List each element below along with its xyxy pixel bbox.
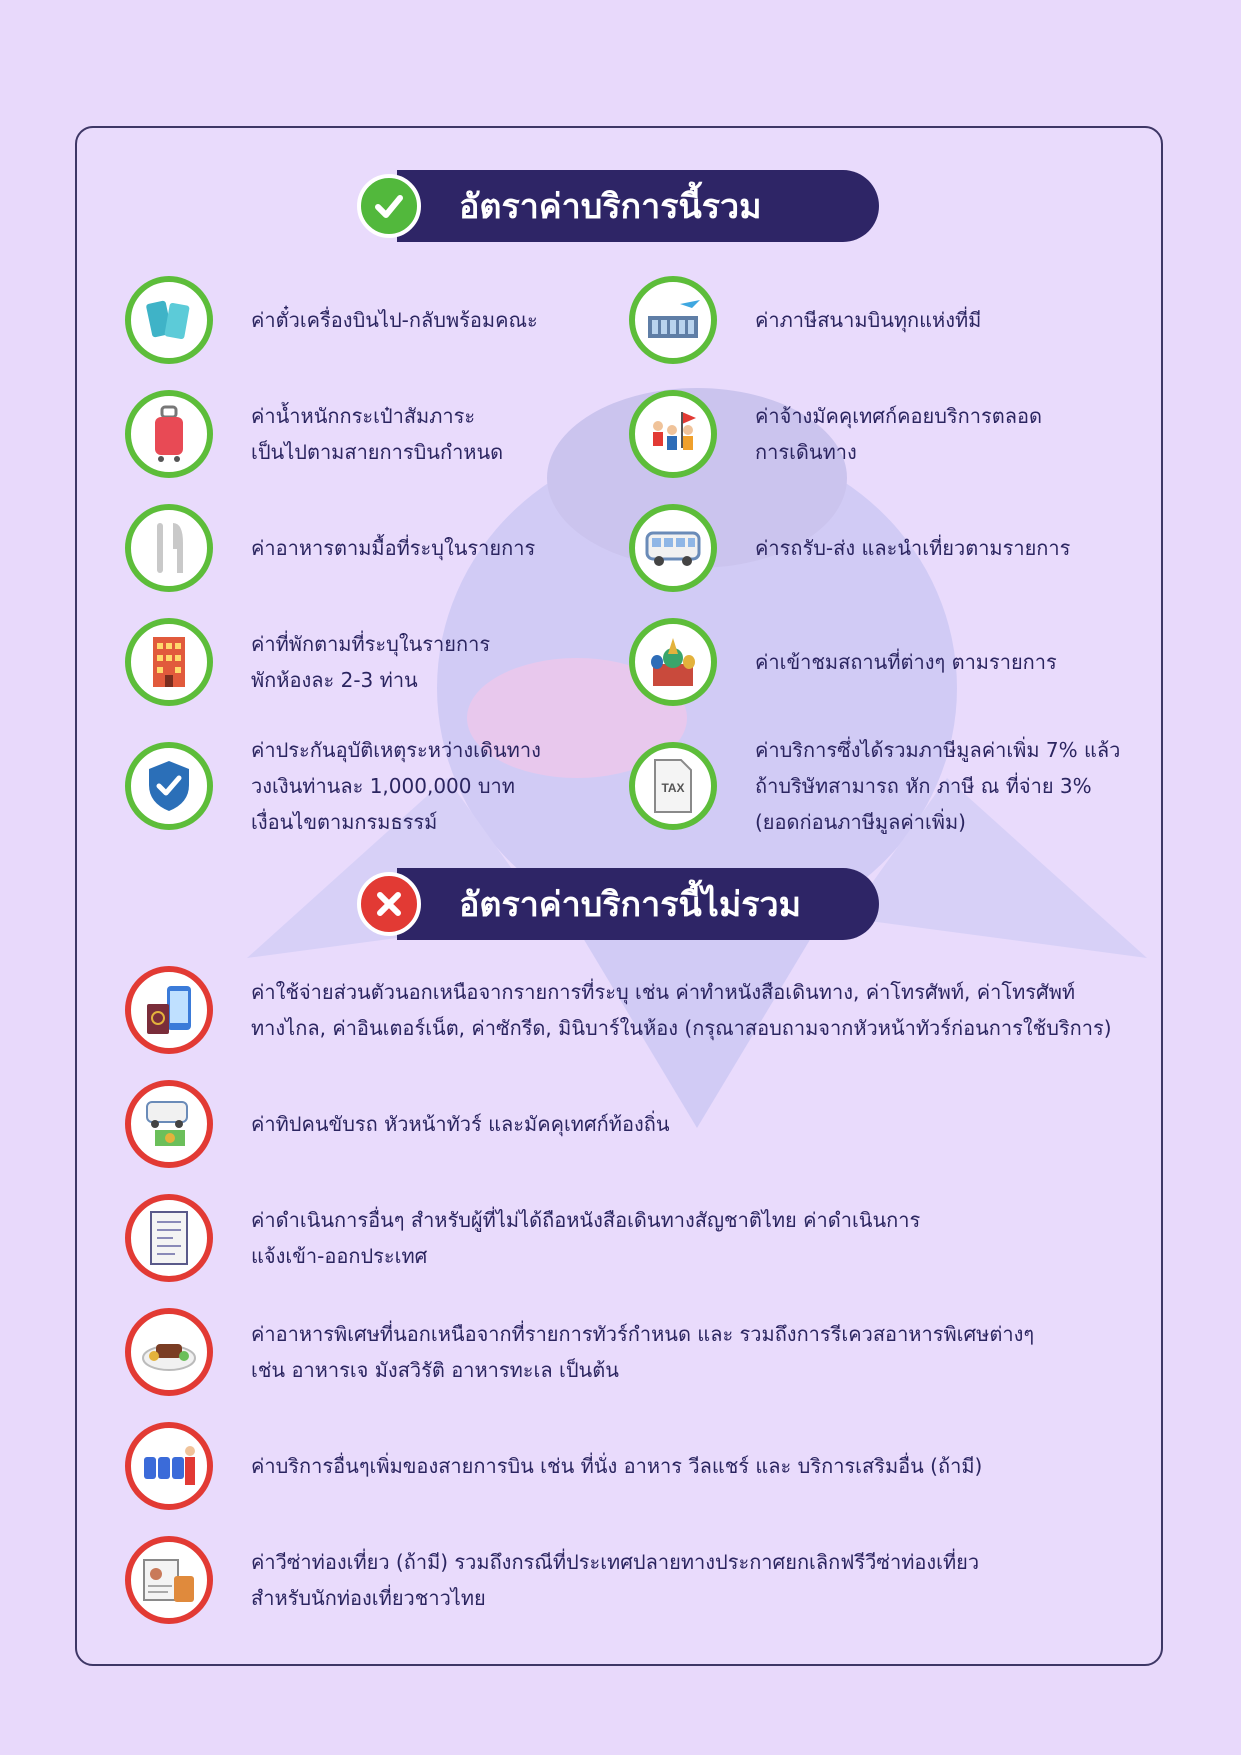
item-text-line: ค่าบริการอื่นๆเพิ่มของสายการบิน เช่น ที่นั่ง อาหาร วีลแชร์ และ บริการเสริมอื่น (ถ้ามี)	[251, 1454, 983, 1478]
included-item	[629, 276, 981, 364]
passport-phone-icon	[125, 966, 213, 1054]
item-text-line: ค่าทิปคนขับรถ หัวหน้าทัวร์ และมัคคุเทศก์ท้องถิ่น	[251, 1112, 670, 1136]
item-text-line: เงื่อนไขตามกรมธรรม์	[251, 810, 438, 834]
bus-icon	[629, 504, 717, 592]
included-item	[125, 504, 535, 592]
airport-icon	[629, 276, 717, 364]
item-text-line: พักห้องละ 2-3 ท่าน	[251, 668, 418, 692]
item-text-line: ค่าภาษีสนามบินทุกแห่งที่มี	[755, 308, 982, 332]
item-text	[755, 644, 1057, 680]
item-text	[251, 1202, 920, 1274]
visa-icon	[125, 1536, 213, 1624]
item-text-line: ค่าจ้างมัคคุเทศก์คอยบริการตลอด	[755, 404, 1042, 428]
excluded-item	[125, 1194, 920, 1282]
content-card	[75, 126, 1163, 1666]
excluded-item	[125, 1536, 979, 1624]
item-text-line: ค่าน้ำหนักกระเป๋าสัมภาระ	[251, 404, 476, 428]
item-text	[755, 732, 1120, 840]
included-item	[629, 618, 1057, 706]
item-text	[251, 974, 1112, 1046]
item-text	[251, 1106, 670, 1142]
included-item	[629, 732, 1120, 840]
item-text-line: ค่าใช้จ่ายส่วนตัวนอกเหนือจากรายการที่ระบุ เช่น ค่าทำหนังสือเดินทาง, ค่าโทรศัพท์, ค่าโทรศัพท์	[251, 980, 1076, 1004]
included-item	[629, 390, 1042, 478]
svg-text:TAX: TAX	[661, 781, 685, 795]
item-text-line: สำหรับนักท่องเที่ยวชาวไทย	[251, 1586, 486, 1610]
included-item	[125, 390, 503, 478]
item-text	[755, 530, 1070, 566]
item-text-line: ทางไกล, ค่าอินเตอร์เน็ต, ค่าซักรีด, มินิบาร์ในห้อง (กรุณาสอบถามจากหัวหน้าทัวร์ก่อนการใช้บริการ)	[251, 1016, 1112, 1040]
item-text	[755, 398, 1042, 470]
item-text-line: แจ้งเข้า-ออกประเทศ	[251, 1244, 428, 1268]
check-icon	[357, 174, 421, 238]
cross-icon	[357, 872, 421, 936]
excluded-title: อัตราค่าบริการนี้ไม่รวม	[459, 885, 801, 925]
item-text	[251, 302, 538, 338]
excluded-item	[125, 966, 1112, 1054]
item-text-line: วงเงินท่านละ 1,000,000 บาท	[251, 774, 515, 798]
luggage-icon	[125, 390, 213, 478]
item-text-line: ค่าตั๋วเครื่องบินไป-กลับพร้อมคณะ	[251, 308, 538, 332]
item-text-line: ถ้าบริษัทสามารถ หัก ภาษี ณ ที่จ่าย 3%	[755, 774, 1092, 798]
item-text-line: เป็นไปตามสายการบินกำหนด	[251, 440, 504, 464]
item-text	[251, 1544, 979, 1616]
item-text-line: เช่น อาหารเจ มังสวิรัติ อาหารทะเล เป็นต้น	[251, 1358, 619, 1382]
item-text	[251, 1316, 1034, 1388]
item-text-line: ค่ารถรับ-ส่ง และนำเที่ยวตามรายการ	[755, 536, 1071, 560]
item-text	[251, 1448, 982, 1484]
item-text-line: ค่าวีซ่าท่องเที่ยว (ถ้ามี) รวมถึงกรณีที่ประเทศปลายทางประกาศยกเลิกฟรีวีซ่าท่องเที่ยว	[251, 1550, 980, 1574]
included-item	[125, 276, 538, 364]
shield-icon	[125, 742, 213, 830]
included-title: อัตราค่าบริการนี้รวม	[459, 187, 762, 227]
item-text-line: (ยอดก่อนภาษีมูลค่าเพิ่ม)	[755, 810, 966, 834]
item-text-line: ค่าอาหารพิเศษที่นอกเหนือจากที่รายการทัวร์กำหนด และ รวมถึงการรีเควสอาหารพิเศษต่างๆ	[251, 1322, 1035, 1346]
excluded-item	[125, 1308, 1034, 1396]
item-text	[251, 530, 535, 566]
item-text-line: ค่าดำเนินการอื่นๆ สำหรับผู้ที่ไม่ได้ถือหนังสือเดินทางสัญชาติไทย ค่าดำเนินการ	[251, 1208, 921, 1232]
special-meal-icon	[125, 1308, 213, 1396]
included-header	[397, 170, 879, 242]
item-text	[251, 732, 541, 840]
document-form-icon	[125, 1194, 213, 1282]
included-item	[629, 504, 1070, 592]
tour-guide-icon	[629, 390, 717, 478]
tax-document-icon	[629, 742, 717, 830]
item-text	[251, 398, 503, 470]
item-text-line: ค่าที่พักตามที่ระบุในรายการ	[251, 632, 491, 656]
included-item	[125, 618, 490, 706]
item-text	[755, 302, 981, 338]
item-text	[251, 626, 490, 698]
item-text-line: ค่าประกันอุบัติเหตุระหว่างเดินทาง	[251, 738, 541, 762]
tip-money-icon	[125, 1080, 213, 1168]
airline-seat-icon	[125, 1422, 213, 1510]
cutlery-icon	[125, 504, 213, 592]
excluded-item	[125, 1080, 670, 1168]
excluded-header	[397, 868, 879, 940]
item-text-line: ค่าบริการซึ่งได้รวมภาษีมูลค่าเพิ่ม 7% แล้ว	[755, 738, 1121, 762]
included-item	[125, 732, 541, 840]
hotel-icon	[125, 618, 213, 706]
excluded-item	[125, 1422, 982, 1510]
item-text-line: ค่าเข้าชมสถานที่ต่างๆ ตามรายการ	[755, 650, 1057, 674]
item-text-line: ค่าอาหารตามมื้อที่ระบุในรายการ	[251, 536, 536, 560]
item-text-line: การเดินทาง	[755, 440, 857, 464]
ticket-icon	[125, 276, 213, 364]
landmark-icon	[629, 618, 717, 706]
